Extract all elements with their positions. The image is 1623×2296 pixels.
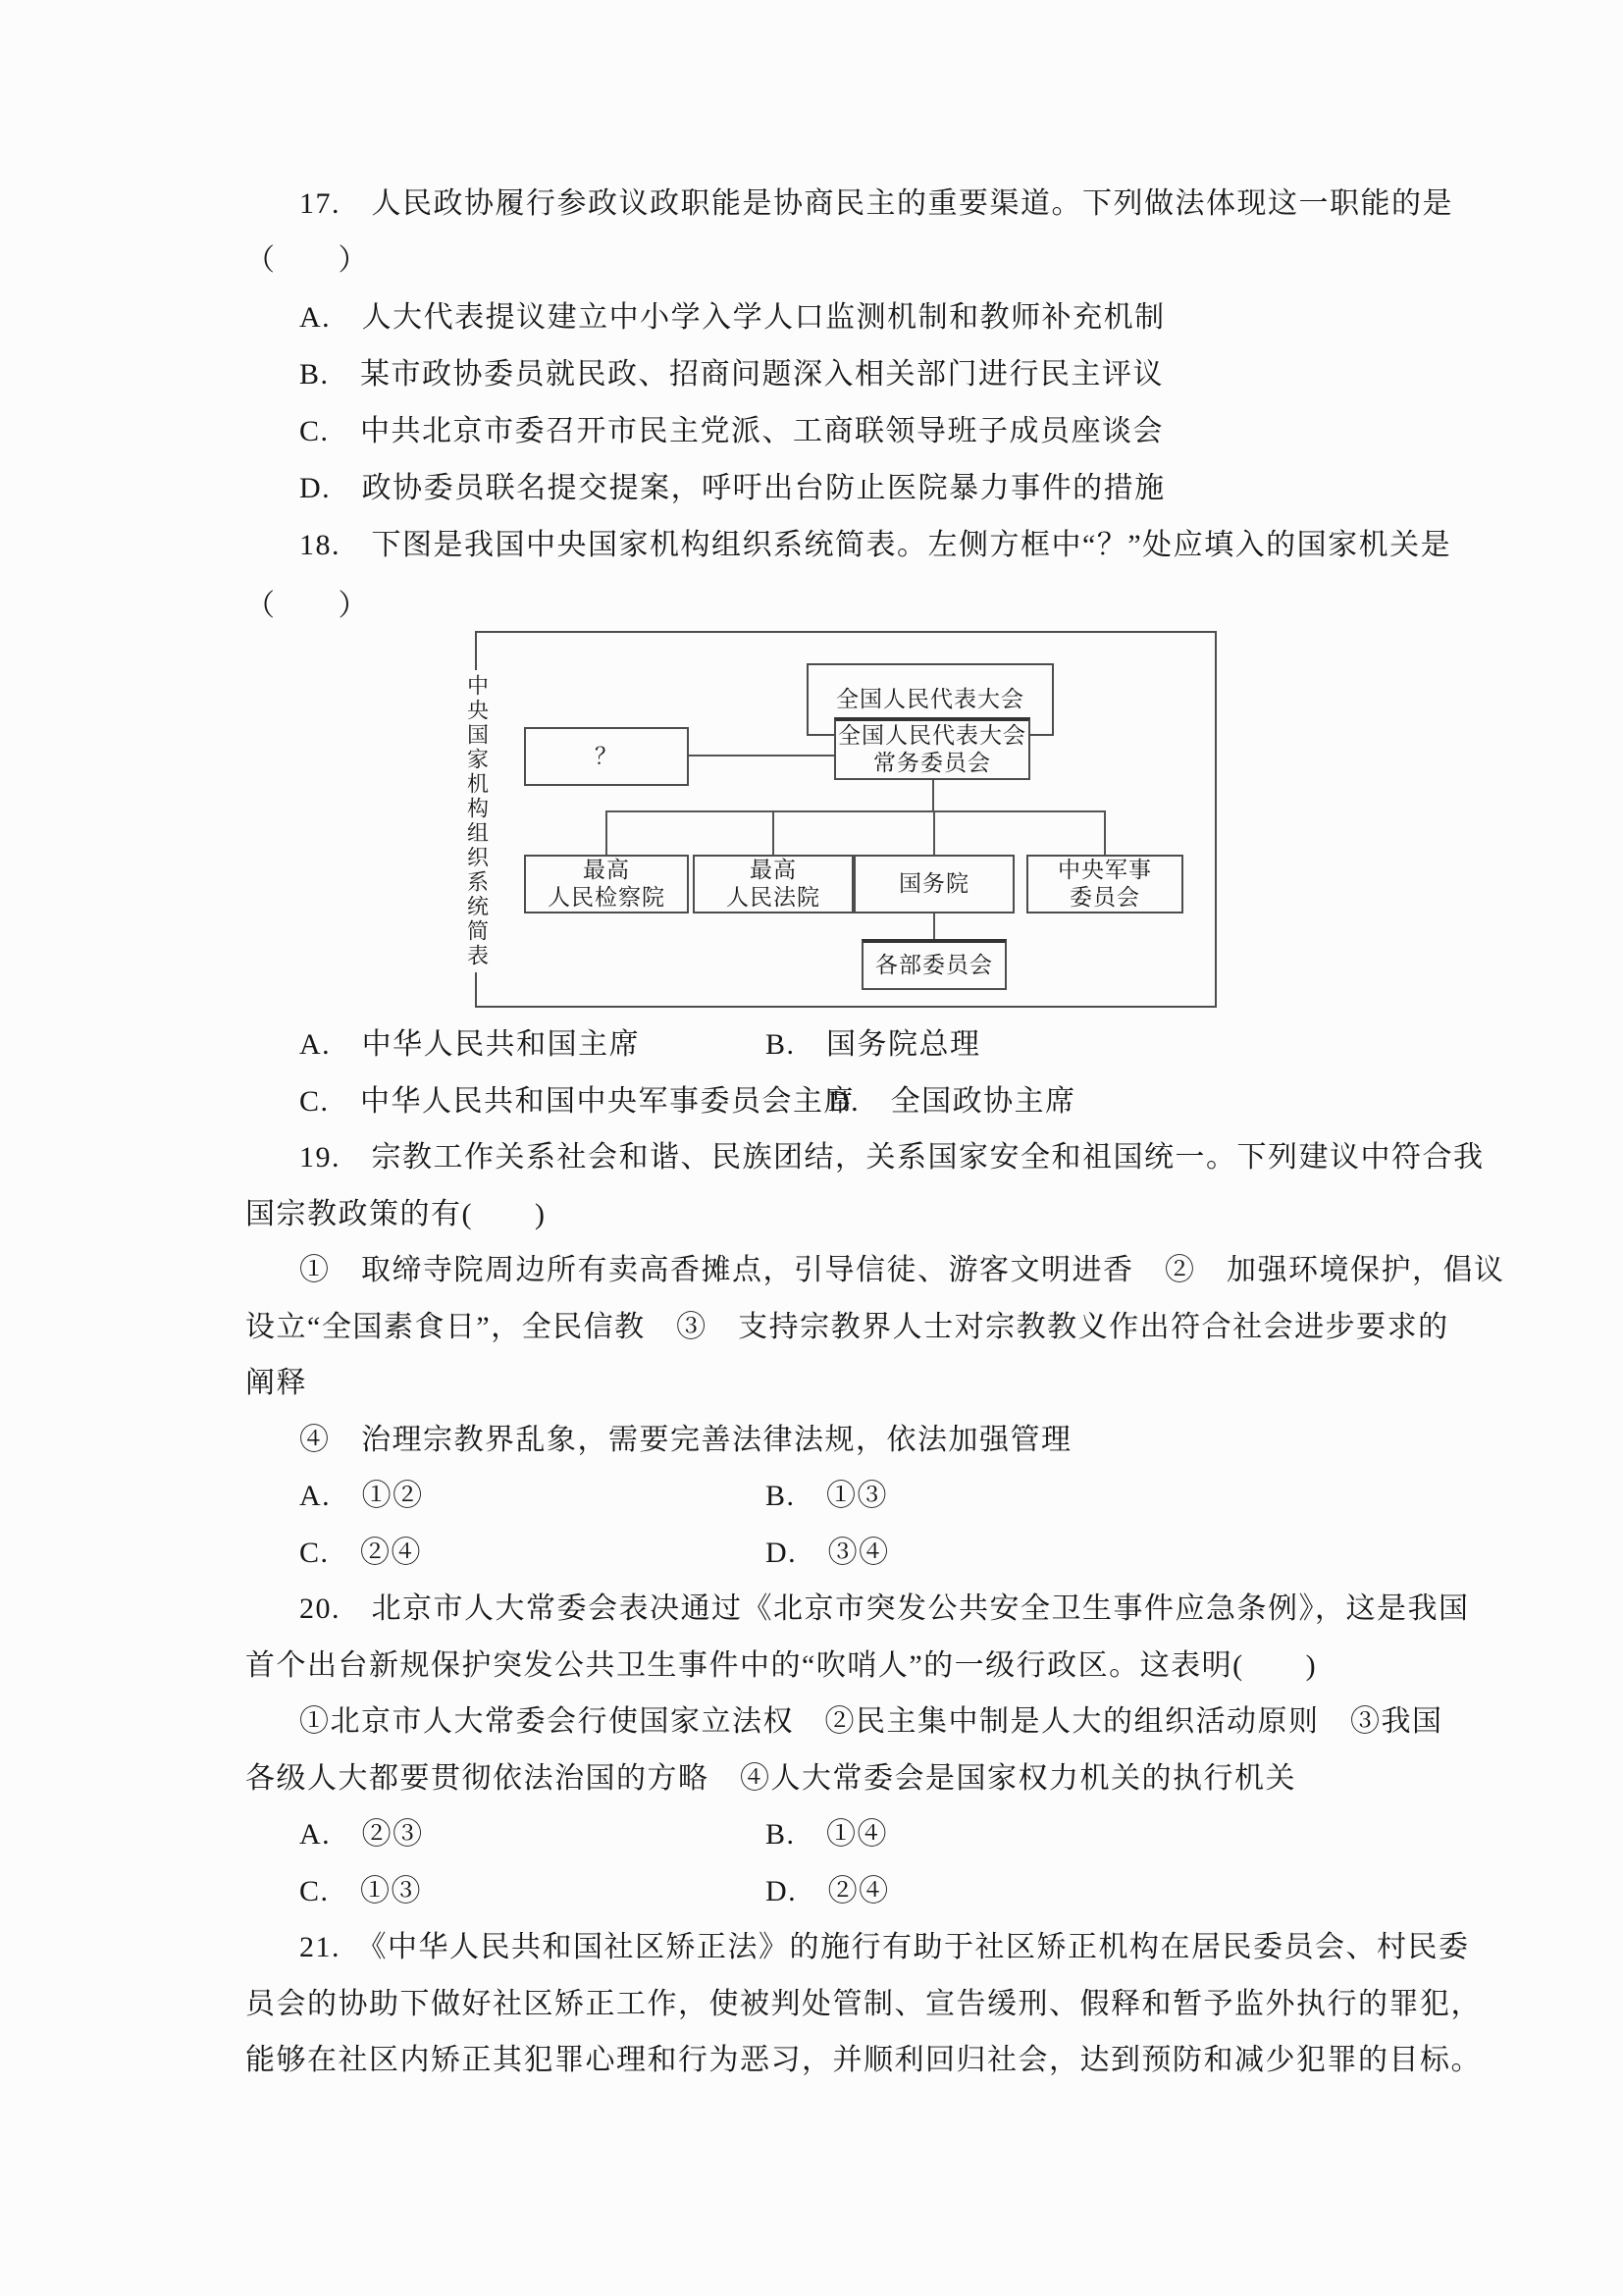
- drop-line-court: [772, 810, 774, 855]
- q19-items-line3: 阐释: [245, 1367, 307, 1399]
- q18-stem: 18. 下图是我国中央国家机构组织系统简表。左侧方框中“？”处应填入的国家机关是: [299, 529, 1452, 561]
- q21-line3: 能够在社区内矫正其犯罪心理和行为恶习，并顺利回归社会，达到预防和减少犯罪的目标。: [245, 2044, 1482, 2076]
- cmc-box: [1026, 855, 1183, 913]
- procuratorate-box: [524, 855, 689, 913]
- state-council-label: 国务院: [899, 871, 969, 896]
- connector-npcsc-down: [932, 780, 934, 811]
- q19-items-line1: ① 取缔寺院周边所有卖高香摊点，引导信徒、游客文明进香 ② 加强环境保护，倡议: [299, 1254, 1505, 1286]
- q18-option-c: C. 中华人民共和国中央军事委员会主席: [299, 1085, 856, 1118]
- npcsc-label-line2: 常务委员会: [873, 751, 991, 775]
- distribution-line: [605, 810, 1106, 812]
- drop-line-state-council: [933, 810, 935, 855]
- org-chart-side-label: 中央国家机构组织系统简表: [461, 670, 493, 972]
- cmc-label-line1: 中央军事: [1058, 858, 1152, 882]
- procuratorate-label-line1: 最高: [583, 858, 630, 882]
- q20-stem-line2: 首个出台新规保护突发公共卫生事件中的“吹哨人”的一级行政区。这表明( ): [245, 1649, 1318, 1682]
- q21-line2: 员会的协助下做好社区矫正工作，使被判处管制、宣告缓刑、假释和暂予监外执行的罪犯，: [245, 1988, 1482, 2020]
- q18-option-d: D. 全国政协主席: [828, 1085, 1076, 1118]
- q17-option-b: B. 某市政协委员就民政、招商问题深入相关部门进行民主评议: [299, 358, 1165, 391]
- q20-option-c: C. ①③: [299, 1875, 423, 1907]
- ministries-box: [862, 939, 1007, 990]
- q20-option-d: D. ②④: [765, 1875, 890, 1907]
- state-council-box: [854, 855, 1015, 913]
- q19-option-a: A. ①②: [299, 1480, 424, 1512]
- q17-stem: 17. 人民政协履行参政议政职能是协商民主的重要渠道。下列做法体现这一职能的是: [299, 187, 1453, 220]
- q19-items-line4: ④ 治理宗教界乱象，需要完善法律法规，依法加强管理: [299, 1424, 1073, 1456]
- q17-paren: （ ）: [245, 244, 369, 277]
- q19-items-line2: 设立“全国素食日”，全民信教 ③ 支持宗教界人士对宗教教义作出符合社会进步要求的: [245, 1311, 1449, 1343]
- q19-option-d: D. ③④: [765, 1537, 890, 1569]
- q20-option-b: B. ①④: [765, 1818, 889, 1851]
- q17-option-a: A. 人大代表提议建立中小学入学人口监测机制和教师补充机制: [299, 301, 1166, 334]
- court-label-line1: 最高: [750, 858, 797, 882]
- connector-unknown-to-npcsc: [689, 755, 834, 757]
- drop-line-procuratorate: [605, 810, 607, 855]
- q20-stem-line1: 20. 北京市人大常委会表决通过《北京市突发公共安全卫生事件应急条例》，这是我国: [299, 1592, 1470, 1625]
- q19-option-b: B. ①③: [765, 1480, 889, 1512]
- npcsc-box: [834, 717, 1030, 780]
- unknown-organ-label: ？: [595, 744, 618, 768]
- unknown-organ-box: [524, 727, 689, 786]
- q18-org-chart: [464, 631, 1217, 1008]
- procuratorate-label-line2: 人民检察院: [548, 885, 665, 910]
- q18-option-b: B. 国务院总理: [765, 1028, 981, 1061]
- ministries-label: 各部委员会: [875, 953, 993, 977]
- q20-items-line2: 各级人大都要贯彻依法治国的方略 ④人大常委会是国家权力机关的执行机关: [245, 1762, 1296, 1795]
- q18-paren: （ ）: [245, 590, 369, 622]
- q17-option-d: D. 政协委员联名提交提案，呼吁出台防止医院暴力事件的措施: [299, 472, 1166, 504]
- court-label-line2: 人民法院: [726, 885, 820, 910]
- q17-option-c: C. 中共北京市委召开市民主党派、工商联领导班子成员座谈会: [299, 415, 1165, 447]
- connector-sc-to-ministries: [933, 913, 935, 939]
- npc-label: 全国人民代表大会: [836, 687, 1024, 711]
- q18-option-a: A. 中华人民共和国主席: [299, 1028, 641, 1061]
- q21-line1: 21. 《中华人民共和国社区矫正法》的施行有助于社区矫正机构在居民委员会、村民委: [299, 1931, 1470, 1963]
- drop-line-cmc: [1104, 810, 1106, 855]
- cmc-label-line2: 委员会: [1070, 885, 1140, 910]
- npcsc-label-line1: 全国人民代表大会: [838, 723, 1026, 748]
- q19-option-c: C. ②④: [299, 1537, 423, 1569]
- q19-stem-line1: 19. 宗教工作关系社会和谐、民族团结，关系国家安全和祖国统一。下列建议中符合我: [299, 1141, 1485, 1174]
- q20-option-a: A. ②③: [299, 1818, 424, 1851]
- court-box: [693, 855, 854, 913]
- q19-stem-line2: 国宗教政策的有( ): [245, 1198, 547, 1230]
- q20-items-line1: ①北京市人大常委会行使国家立法权 ②民主集中制是人大的组织活动原则 ③我国: [299, 1705, 1443, 1738]
